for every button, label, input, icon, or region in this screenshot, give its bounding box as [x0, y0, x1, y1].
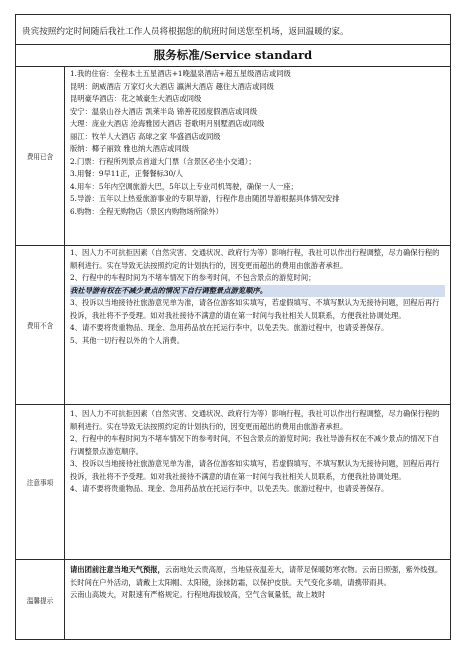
service-table: [15, 14, 451, 640]
note-item: 2、行程中的车程时间为不堵车情况下的参考时间，不包含景点的游览时间；我社导游有权在不减少景点的情况下自行调整景点游览顺序。: [70, 434, 440, 456]
included-line: 3.用餐：9早11正，正餐餐标30/人: [70, 169, 183, 178]
row-fees-excluded: [16, 246, 450, 405]
included-line: 丽江：牧羊人大酒店 高球之家 华盛酒店或同级: [70, 131, 221, 141]
included-line: 4.用车：5年内空调旅游大巴，5年以上专业司机驾驶，确保一人一座；: [70, 181, 298, 191]
included-line: 昆明豪华酒店：花之城豪生大酒店或同级: [70, 94, 202, 103]
included-line: 安宁：温泉山谷大酒店 凯莱半岛 锦善花园度假酒店或同级: [70, 106, 258, 116]
included-line: 2.门票：行程所列景点首道大门票（含景区必坐小交通）；: [70, 156, 256, 166]
excluded-item: 3、投诉以当地接待社旅游意见单为准，请各位游客如实填写，若虚假填写、不填写默认为无接待问题，回程后再行投诉，我社将不予受理。如对我社接待不满意的请在第一时间与我社相关人员联系，方便我社协调处理。: [70, 298, 440, 320]
excluded-item: 1、因人力不可抗拒因素（自然灾害、交通状况、政府行为等）影响行程，我社可以作出行程调整，尽力确保行程的顺利进行。实在导致无法按照约定的计划执行的，因变更而超出的费用由旅游者承担。: [70, 248, 440, 270]
label-fees-included: 费用已含: [16, 67, 65, 245]
excluded-highlight: 我社导游有权在不减少景点的情况下自行调整景点游览顺序。: [70, 285, 445, 298]
tips-bold-lead: 请出团前注意当地天气预报，: [70, 565, 165, 574]
fees-included-content: [65, 67, 450, 245]
included-line: 昆明：朗威酒店 万家灯火大酒店 瀛洲大酒店 趣住大酒店或同级: [70, 81, 274, 91]
note-item: 1、因人力不可抗拒因素（自然灾害、交通状况、政府行为等）影响行程，我社可以作出行程调整，尽力确保行程的顺利进行。实在导致无法按照约定的计划执行的，因变更而超出的费用由旅游者承担。: [70, 409, 440, 431]
service-standard-title: 服务标准/Service standard: [16, 45, 450, 67]
row-notes: [16, 405, 450, 560]
excluded-item: 5、其他一切行程以外的个人消费。: [70, 335, 185, 345]
row-fees-included: [16, 67, 450, 246]
excluded-item: 4、请不要将贵重物品、现金、急用药品放在托运行李中，以免丢失。旅游过程中，也请妥善保存。: [70, 323, 389, 332]
notes-content: [65, 405, 450, 559]
included-line: 1.我的住宿：全程本土五星酒店+1晚温泉酒店+超五星级酒店或同级: [70, 69, 291, 78]
note-item: 4、请不要将贵重物品、现金、急用药品放在托运行李中，以免丢失。旅游过程中，也请妥善保存。: [70, 484, 389, 493]
tips-text: 云南地处云贵高原，当地昼夜温差大，请带足保暖防寒衣物。云南日照强，紫外线强。长时间在户外活动，请戴上太阳帽、太阳镜，涂抹防霜，以保护皮肤。天气变化多端，请携带雨具。: [70, 565, 443, 587]
return-note: 贵宾按照约定时间随后我社工作人员将根据您的航班时间送您至机场，返回温暖的家。: [16, 15, 450, 45]
included-line: 5.导游：五年以上热爱旅游事业的专职导游，行程作息由随团导游根据具体情况安排: [70, 194, 340, 203]
tips-text-2: 云南山高坡大，对限速有严格规定。行程地海拔较高，空气含氧量低，故上坡时: [70, 590, 326, 599]
label-notes: 注意事项: [16, 405, 65, 559]
excluded-item: 2、行程中的车程时间为不堵车情况下的参考时间，不包含景点的游览时间；: [70, 273, 316, 282]
label-tips: 温馨提示: [16, 560, 65, 639]
included-line: 6.购物：全程无购物店（景区内购物场所除外）: [70, 206, 223, 216]
row-tips: [16, 560, 450, 639]
included-line: 大理：庞业大酒店 沧海雅园大酒店 苍歌明月别墅酒店或同级: [70, 119, 265, 128]
tips-content: [65, 560, 450, 639]
label-fees-excluded: 费用不含: [16, 246, 65, 404]
fees-excluded-content: [65, 246, 450, 404]
tips-paragraph: [70, 564, 445, 589]
included-line: 版纳：椰子丽致 雅也纳大酒店或同级: [70, 144, 190, 153]
note-item: 3、投诉以当地接待社旅游意见单为准，请各位游客如实填写，若虚假填写、不填写默认为无接待问题，回程后再行投诉，我社将不予受理。如对我社接待不满意的请在第一时间与我社相关人员联系，方便我社协调处理。: [70, 459, 440, 481]
